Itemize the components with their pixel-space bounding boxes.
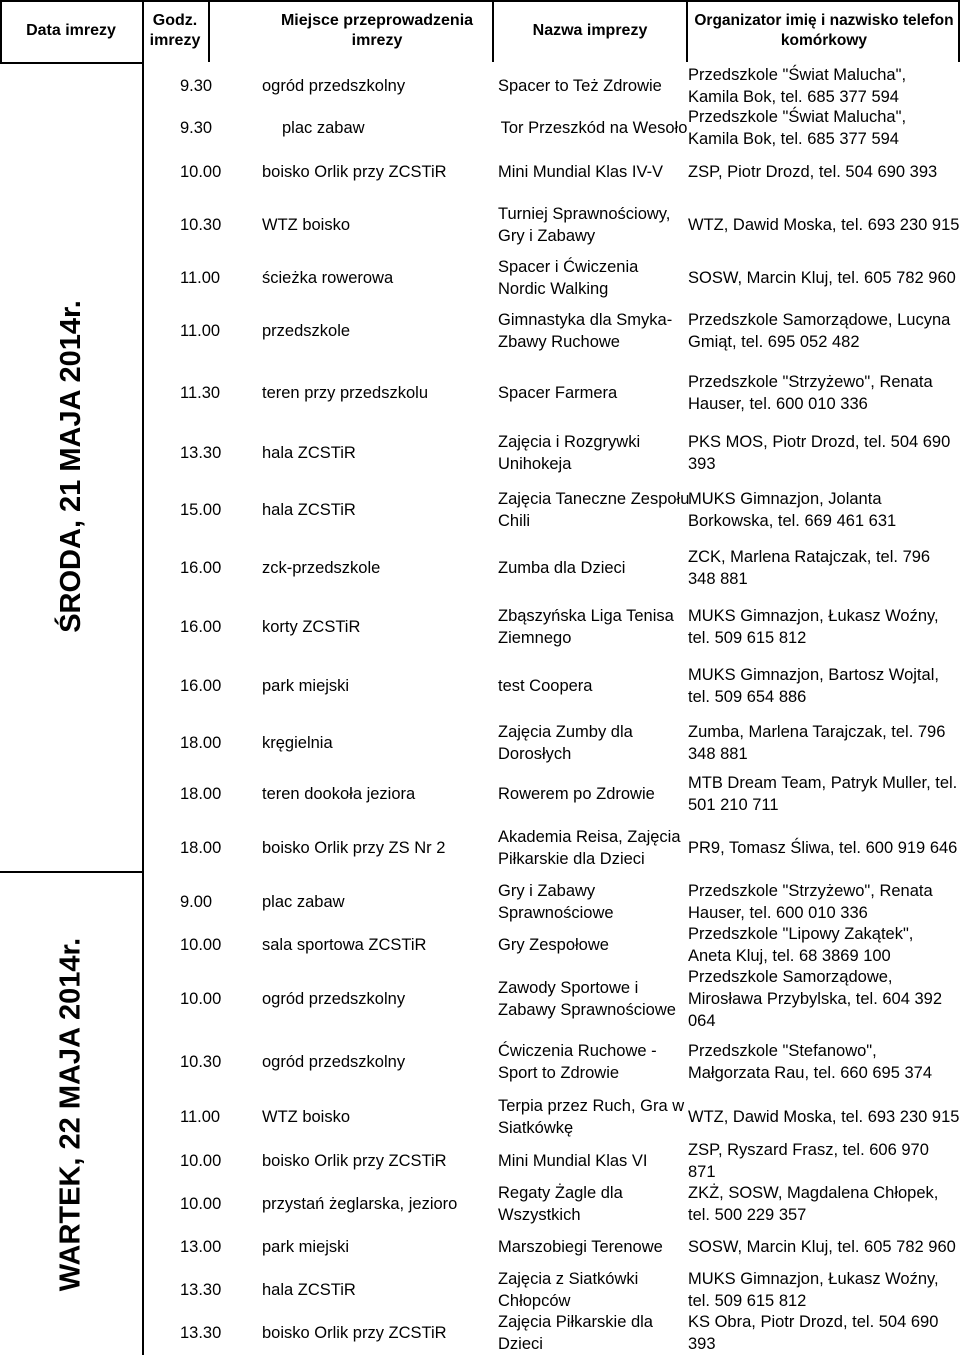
event-name: Gry Zespołowe <box>498 936 609 954</box>
event-place: boisko Orlik przy ZCSTiR <box>262 162 447 181</box>
event-time: 9.30 <box>180 119 213 137</box>
event-name: Zajęcia i Rozgrywki Unihokeja <box>498 433 641 473</box>
event-place: hala ZCSTiR <box>262 444 356 462</box>
event-time: 11.00 <box>180 269 221 287</box>
event-time: 18.00 <box>180 734 222 752</box>
event-place: korty ZCSTiR <box>262 618 361 636</box>
header-organizer: Organizator imię i nazwisko telefon komórkowy <box>694 12 954 49</box>
event-place: przedszkole <box>262 322 351 340</box>
event-time: 10.00 <box>180 990 222 1008</box>
event-name: Zbąszyńska Liga Tenisa Ziemnego <box>498 607 674 647</box>
event-name: Marszobiegi Terenowe <box>498 1238 663 1256</box>
table-row <box>142 1225 960 1269</box>
event-time: 16.00 <box>180 559 222 577</box>
event-place: WTZ boisko <box>262 1108 351 1126</box>
event-name: Spacer i Ćwiczenia Nordic Walking <box>498 258 639 298</box>
event-time: 16.00 <box>180 618 222 636</box>
table-row <box>142 1311 960 1355</box>
event-place: park miejski <box>262 677 350 695</box>
event-place: ogród przedszkolny <box>262 990 406 1008</box>
header-place: Miejsce przeprowadzenia imrezy <box>280 12 474 49</box>
event-name: Mini Mundial Klas VI <box>498 1152 648 1170</box>
event-organizer: Przedszkole "Lipowy Zakątek", Aneta Kluj, tel. 68 3869 100 <box>688 925 914 965</box>
event-place: sala sportowa ZCSTiR <box>262 936 427 954</box>
event-place: teren przy przedszkolu <box>262 384 428 402</box>
grid-line <box>0 0 2 62</box>
event-organizer: Przedszkole Samorządowe, Mirosława Przybylska, tel. 604 392 064 <box>688 968 943 1030</box>
table-row <box>142 1182 960 1226</box>
table-row <box>142 366 960 420</box>
day-label-thursday: WARTEK, 22 MAJA 2014r. <box>54 937 87 1291</box>
event-organizer: ZCK, Marlena Ratajczak, tel. 796 348 881 <box>688 548 931 588</box>
event-time: 9.30 <box>180 77 213 95</box>
event-name: Spacer Farmera <box>498 384 618 402</box>
event-name: Gry i Zabawy Sprawnościowe <box>498 882 614 922</box>
event-time: 13.30 <box>180 1281 222 1299</box>
event-organizer: Przedszkole "Stefanowo", Małgorzata Rau, tel. 660 695 374 <box>688 1042 932 1082</box>
table-row <box>142 1268 960 1312</box>
event-organizer: MUKS Gimnazjon, Jolanta Borkowska, tel. 669 461 631 <box>688 490 897 530</box>
event-organizer: ZSP, Ryszard Frasz, tel. 606 970 871 <box>688 1141 929 1181</box>
event-name: Turniej Sprawnościowy, Gry i Zabawy <box>498 204 671 245</box>
table-row <box>142 601 960 653</box>
event-place: teren dookoła jeziora <box>262 785 416 803</box>
event-time: 10.00 <box>180 1152 222 1170</box>
event-place: przystań żeglarska, jezioro <box>262 1195 458 1213</box>
event-organizer: ZSP, Piotr Drozd, tel. 504 690 393 <box>688 162 938 181</box>
event-name: Regaty Żagle dla Wszystkich <box>498 1184 623 1224</box>
event-organizer: PKS MOS, Piotr Drozd, tel. 504 690 393 <box>688 433 951 473</box>
grid-line <box>686 0 688 62</box>
header-time: Godz. imrezy <box>149 12 201 49</box>
event-place: hala ZCSTiR <box>262 501 356 519</box>
event-time: 13.30 <box>180 444 222 462</box>
event-organizer: KS Obra, Piotr Drozd, tel. 504 690 393 <box>688 1313 939 1353</box>
table-row <box>142 426 960 480</box>
table-row <box>142 193 960 256</box>
table-row <box>142 484 960 536</box>
event-name: Akademia Reisa, Zajęcia Piłkarskie dla Dzieci <box>498 828 681 868</box>
event-name: Tor Przeszkód na Wesoło <box>500 119 688 137</box>
event-time: 13.00 <box>180 1238 222 1256</box>
grid-line <box>492 0 494 62</box>
table-row <box>142 1095 960 1139</box>
event-time: 15.00 <box>180 501 222 519</box>
event-time: 18.00 <box>180 839 222 857</box>
table-row <box>142 306 960 356</box>
table-row <box>142 544 960 592</box>
table-row <box>142 66 960 106</box>
event-place: boisko Orlik przy ZS Nr 2 <box>262 839 446 857</box>
event-name: Zumba dla Dzieci <box>498 559 626 577</box>
event-place: boisko Orlik przy ZCSTiR <box>262 1152 447 1170</box>
event-time: 10.00 <box>180 162 222 181</box>
event-name: Gimnastyka dla Smyka- Zbawy Ruchowe <box>498 311 673 351</box>
event-time: 10.30 <box>180 215 222 234</box>
table-row <box>142 880 960 924</box>
event-organizer: Przedszkole Samorządowe, Lucyna Gmiąt, tel. 695 052 482 <box>688 311 951 351</box>
event-time: 9.00 <box>180 893 213 911</box>
event-place: boisko Orlik przy ZCSTiR <box>262 1324 447 1342</box>
event-name: Terpia przez Ruch, Gra w Siatkówkę <box>498 1097 685 1137</box>
event-place: zck-przedszkole <box>262 559 381 577</box>
event-organizer: MUKS Gimnazjon, Łukasz Woźny, tel. 509 615 812 <box>688 607 939 647</box>
table-row <box>142 661 960 711</box>
event-place: plac zabaw <box>262 893 345 911</box>
event-time: 11.30 <box>180 384 221 402</box>
event-time: 10.00 <box>180 1195 222 1213</box>
event-time: 10.00 <box>180 936 222 954</box>
table-row <box>142 1139 960 1183</box>
event-name: Spacer to Też Zdrowie <box>498 77 662 95</box>
table-row <box>142 150 960 193</box>
event-name: Zajęcia Taneczne Zespołu Chili <box>498 490 690 530</box>
event-organizer: Przedszkole "Strzyżewo", Renata Hauser, tel. 600 010 336 <box>688 373 933 413</box>
event-name: Zajęcia Piłkarskie dla Dzieci <box>498 1313 653 1353</box>
event-organizer: Przedszkole "Świat Malucha", Kamila Bok, tel. 685 377 594 <box>688 108 907 148</box>
event-place: ścieżka rowerowa <box>262 269 394 287</box>
event-name: Zawody Sportowe i Zabawy Sprawnościowe <box>498 979 676 1019</box>
event-place: kręgielnia <box>262 734 333 752</box>
event-organizer: MUKS Gimnazjon, Łukasz Woźny, tel. 509 615 812 <box>688 1270 939 1310</box>
event-name: Ćwiczenia Ruchowe - Sport to Zdrowie <box>498 1042 657 1082</box>
event-organizer: Przedszkole "Świat Malucha", Kamila Bok, tel. 685 377 594 <box>688 66 907 106</box>
event-time: 11.00 <box>180 1108 221 1126</box>
table-row <box>142 772 960 816</box>
event-name: Zajęcia z Siatkówki Chłopców <box>498 1270 639 1310</box>
event-organizer: MUKS Gimnazjon, Bartosz Wojtal, tel. 509 654 886 <box>688 666 939 706</box>
event-organizer: MTB Dream Team, Patryk Muller, tel. 501 210 711 <box>688 774 958 814</box>
table-row <box>142 924 960 966</box>
event-place: ogród przedszkolny <box>262 1053 406 1071</box>
event-organizer: SOSW, Marcin Kluj, tel. 605 782 960 <box>688 1238 956 1256</box>
event-name: Mini Mundial Klas IV-V <box>498 162 664 181</box>
table-row <box>142 256 960 300</box>
table-row <box>142 816 960 880</box>
event-name: Zajęcia Zumby dla Dorosłych <box>498 723 633 763</box>
grid-line <box>0 0 960 2</box>
table-row <box>142 719 960 767</box>
header-date: Data imrezy <box>26 22 116 39</box>
event-place: ogród przedszkolny <box>262 77 406 95</box>
event-organizer: WTZ, Dawid Moska, tel. 693 230 915 <box>688 1108 960 1126</box>
event-organizer: ZKŻ, SOSW, Magdalena Chłopek, tel. 500 229 357 <box>688 1184 939 1224</box>
event-place: park miejski <box>262 1238 350 1256</box>
event-time: 16.00 <box>180 677 222 695</box>
event-time: 10.30 <box>180 1053 222 1071</box>
header-name: Nazwa imprezy <box>532 22 648 39</box>
event-organizer: Przedszkole "Strzyżewo", Renata Hauser, tel. 600 010 336 <box>688 882 933 922</box>
event-time: 11.00 <box>180 322 221 340</box>
event-organizer: PR9, Tomasz Śliwa, tel. 600 919 646 <box>688 839 958 857</box>
event-time: 13.30 <box>180 1324 222 1342</box>
event-organizer: WTZ, Dawid Moska, tel. 693 230 915 <box>688 215 960 234</box>
day-label-wednesday: ŚRODA, 21 MAJA 2014r. <box>54 300 87 633</box>
event-organizer: SOSW, Marcin Kluj, tel. 605 782 960 <box>688 269 956 287</box>
event-time: 18.00 <box>180 785 222 803</box>
event-name: test Coopera <box>498 677 593 695</box>
event-organizer: Zumba, Marlena Tarajczak, tel. 796 348 881 <box>688 723 946 763</box>
table-row <box>142 1037 960 1087</box>
event-place: plac zabaw <box>282 119 365 137</box>
table-row <box>142 966 960 1032</box>
event-name: Rowerem po Zdrowie <box>498 785 655 803</box>
table-row <box>142 107 960 149</box>
event-place: hala ZCSTiR <box>262 1281 356 1299</box>
grid-line <box>208 0 210 62</box>
event-place: WTZ boisko <box>262 215 351 234</box>
